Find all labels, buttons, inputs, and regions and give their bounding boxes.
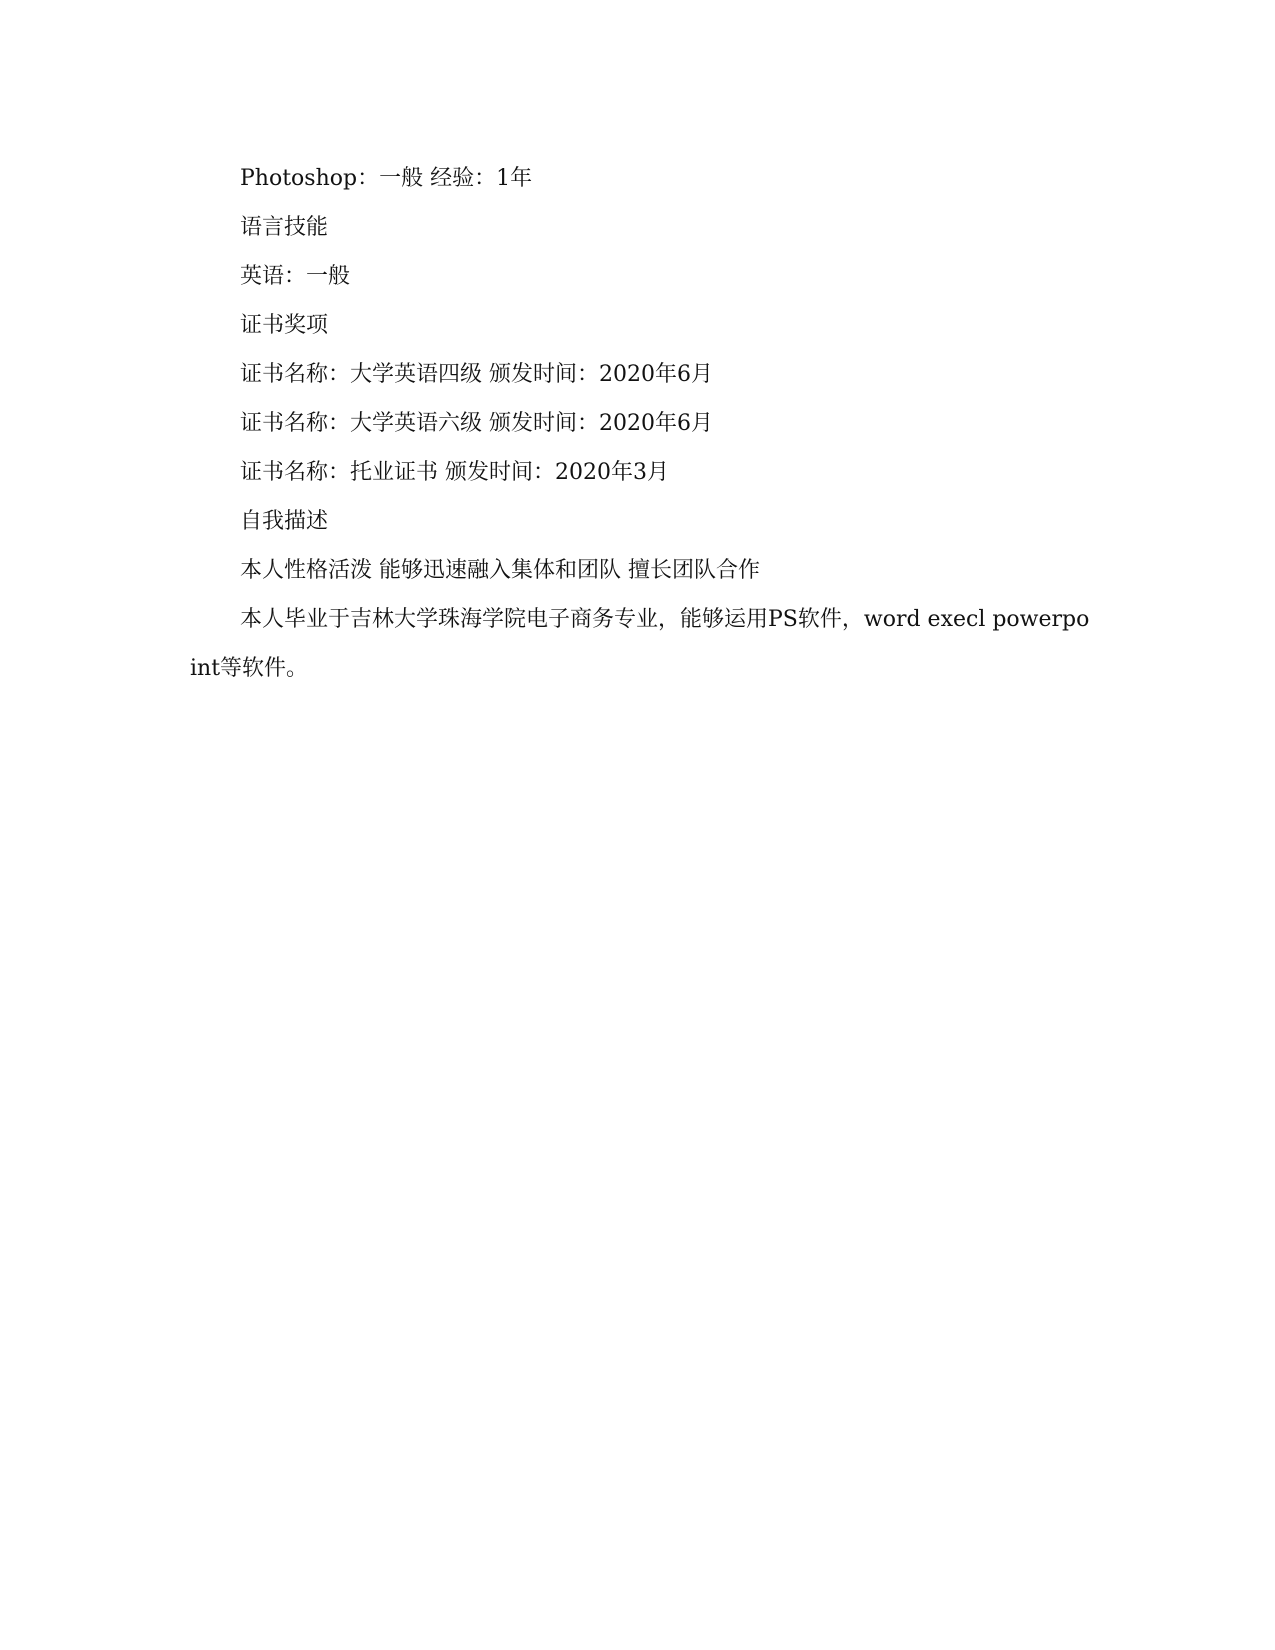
document-body xyxy=(190,154,1090,693)
self-description-paragraph: 本人毕业于吉林大学珠海学院电子商务专业，能够运用PS软件，word execl powerpoint等软件。 xyxy=(190,607,1090,681)
certificate-cet6-line: 证书名称：大学英语六级 颁发时间：2020年6月 xyxy=(240,411,713,436)
certificate-cet4-line: 证书名称：大学英语四级 颁发时间：2020年6月 xyxy=(240,362,713,387)
self-description-line: 本人性格活泼 能够迅速融入集体和团队 擅长团队合作 xyxy=(240,558,760,583)
certificates-heading: 证书奖项 xyxy=(240,313,329,338)
certificate-toeic-line: 证书名称：托业证书 颁发时间：2020年3月 xyxy=(240,460,669,485)
language-skills-heading: 语言技能 xyxy=(240,215,329,240)
photoshop-skill-line: Photoshop：一般 经验：1年 xyxy=(240,166,533,191)
self-description-heading: 自我描述 xyxy=(240,509,329,534)
english-level-line: 英语：一般 xyxy=(240,264,351,289)
